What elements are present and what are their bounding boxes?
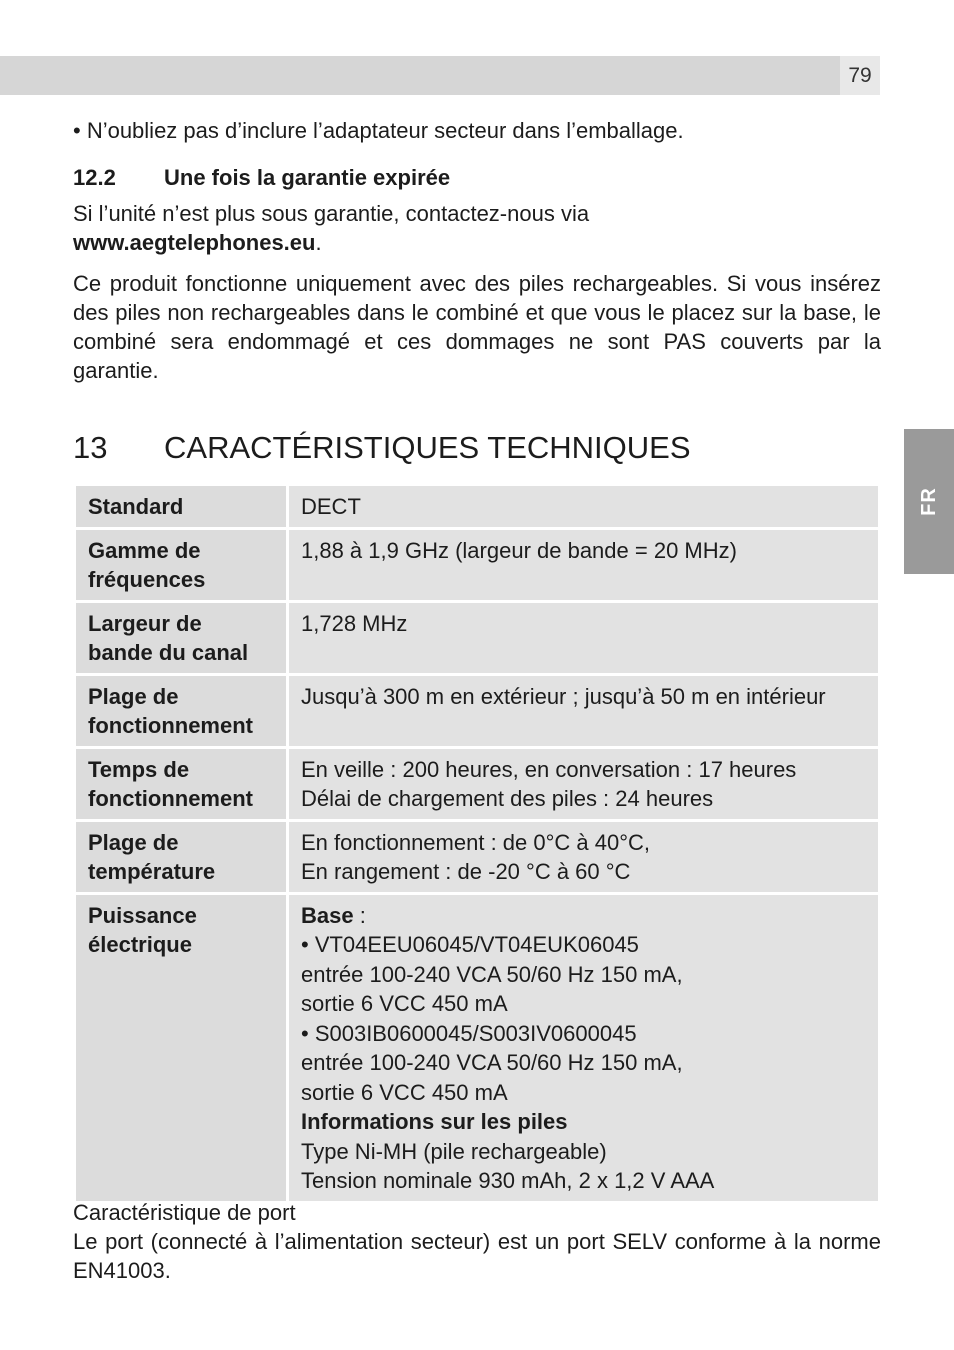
spec-label [76,749,286,819]
power-battery-line: Tension nominale 930 mAh, 2 x 1,2 V AAA [301,1168,715,1193]
section-heading [73,428,691,468]
battery-warning: Ce produit fonctionne uniquement avec des piles rechargeables. Si vous insérez des piles non rechargeables dans le combiné et que vous le placez sur la base, le combiné sera endommagé et ces dommages ne sont PAS couverts par la garantie. [73,271,881,383]
spec-value [289,676,878,746]
spec-label-line: fonctionnement [88,713,253,738]
subsection-heading [73,163,450,193]
spec-label-line: Plage de [88,683,179,709]
section-title: CARACTÉRISTIQUES TECHNIQUES [164,430,691,465]
spec-value [289,603,878,673]
spec-label [76,676,286,746]
language-tab-label: FR [917,487,940,516]
spec-label-line: bande du canal [88,640,249,665]
specs-row [76,486,878,527]
spec-label-line: Gamme de [88,537,201,563]
subsection-number: 12.2 [73,165,116,190]
spec-value-line: En rangement : de -20 °C à 60 °C [301,859,631,884]
spec-label [76,895,286,1201]
spec-value [289,530,878,600]
page-number: 79 [840,56,880,95]
power-adapter-line: • VT04EEU06045/VT04EUK06045 [301,932,639,957]
spec-label-line: Largeur de [88,610,202,636]
battery-warning-block [73,269,881,385]
power-base-suffix: : [353,902,366,928]
spec-label-line: Standard [88,494,184,519]
section-number: 13 [73,430,108,465]
power-adapter-line: entrée 100-240 VCA 50/60 Hz 150 mA, [301,1050,683,1075]
spec-label-line: Puissance [88,902,197,928]
subsection-title: Une fois la garantie expirée [164,165,451,190]
specs-row [76,530,878,600]
spec-value [289,486,878,527]
website-suffix: . [315,230,322,255]
spec-label [76,822,286,892]
power-adapter-line: sortie 6 VCC 450 mA [301,1079,508,1105]
power-adapter-line: entrée 100-240 VCA 50/60 Hz 150 mA, [301,961,683,987]
power-base-label: Base [301,902,354,928]
spec-value-line: 1,728 MHz [301,610,408,636]
specs-row [76,749,878,819]
header-bar [0,56,840,95]
spec-label-line: fonctionnement [88,786,253,811]
power-battery-label: Informations sur les piles [301,1109,568,1134]
spec-value-line: Jusqu’à 300 m en extérieur ; jusqu’à 50 m en intérieur [301,683,826,709]
contact-text: Si l’unité n’est plus sous garantie, contactez-nous via [73,201,590,226]
spec-value [289,895,878,1201]
specs-row [76,895,878,1201]
intro-bullet-block [73,116,881,145]
footer-block [73,1198,881,1285]
intro-bullet: • N’oubliez pas d’inclure l’adaptateur secteur dans l’emballage. [73,118,684,143]
spec-label [76,530,286,600]
spec-value-line: 1,88 à 1,9 GHz (largeur de bande = 20 MHz) [301,537,737,563]
port-text: Le port (connecté à l’alimentation secteur) est un port SELV conforme à la norme EN41003. [73,1229,881,1283]
website-link[interactable]: www.aegtelephones.eu [73,230,316,255]
language-tab [904,429,954,574]
spec-value-line: En fonctionnement : de 0°C à 40°C, [301,829,651,855]
spec-label-line: Plage de [88,829,179,855]
spec-label-line: Temps de [88,756,190,782]
spec-label [76,603,286,673]
spec-value-line: Délai de chargement des piles : 24 heures [301,786,714,811]
specs-row [76,822,878,892]
power-base-line [301,901,866,931]
spec-label [76,486,286,527]
spec-label-line: température [88,859,216,884]
spec-label-line: fréquences [88,567,206,592]
spec-value-line: En veille : 200 heures, en conversation : 17 heures [301,756,797,782]
contact-paragraph [73,199,881,257]
spec-value [289,749,878,819]
power-battery-line: Type Ni-MH (pile rechargeable) [301,1138,607,1164]
port-title: Caractéristique de port [73,1200,296,1225]
specs-row [76,603,878,673]
specs-row [76,676,878,746]
spec-label-line: électrique [88,932,192,957]
power-adapter-line: • S003IB0600045/S003IV0600045 [301,1020,637,1046]
spec-value [289,822,878,892]
specs-table [73,483,881,1204]
spec-value-line: DECT [301,494,361,519]
power-adapter-line: sortie 6 VCC 450 mA [301,991,508,1016]
